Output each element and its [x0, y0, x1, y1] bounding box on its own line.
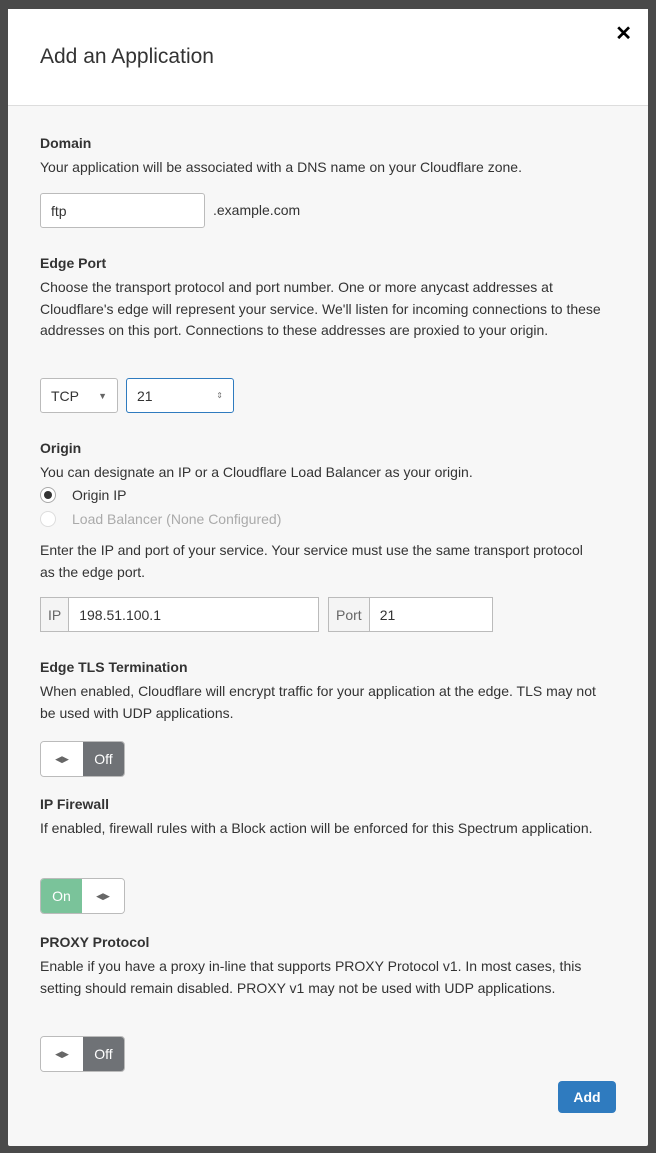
proxy-desc: Enable if you have a proxy in-line that supports PROXY Protocol v1. In most cases, this setting should remain disabled. PROXY v1 may not be used with UDP applications. — [40, 958, 582, 996]
proxy-heading: PROXY Protocol — [40, 934, 150, 950]
add-button[interactable]: Add — [558, 1081, 616, 1113]
firewall-toggle[interactable] — [40, 878, 125, 914]
radio-label: Load Balancer (None Configured) — [72, 511, 282, 527]
origin-port-input[interactable] — [328, 597, 493, 632]
toggle-handle-icon: ◀▶ — [82, 879, 124, 913]
edge-port-value: 21 — [137, 387, 153, 404]
origin-desc: You can designate an IP or a Cloudflare Load Balancer as your origin. — [40, 464, 473, 480]
ip-addon: IP — [41, 598, 69, 631]
domain-heading: Domain — [40, 135, 92, 151]
proxy-toggle[interactable] — [40, 1036, 125, 1072]
port-addon: Port — [329, 598, 370, 631]
toggle-state: On — [41, 879, 82, 913]
close-icon[interactable]: ✕ — [615, 23, 632, 45]
tls-toggle[interactable] — [40, 741, 125, 777]
firewall-desc: If enabled, firewall rules with a Block action will be enforced for this Spectrum application. — [40, 820, 593, 836]
tls-heading: Edge TLS Termination — [40, 659, 188, 675]
toggle-state: Off — [83, 742, 124, 776]
radio-unchecked-icon — [40, 511, 56, 527]
ip-value: 198.51.100.1 — [79, 606, 161, 623]
tls-desc: When enabled, Cloudflare will encrypt traffic for your application at the edge. TLS may not be used with UDP applications. — [40, 683, 596, 721]
origin-heading: Origin — [40, 440, 82, 456]
firewall-heading: IP Firewall — [40, 796, 109, 812]
add-application-modal — [8, 9, 648, 1146]
radio-origin-ip[interactable] — [40, 487, 126, 503]
domain-suffix: .example.com — [213, 202, 301, 218]
radio-load-balancer — [40, 511, 281, 527]
origin-desc2: Enter the IP and port of your service. Your service must use the same transport protocol as the edge port. — [40, 542, 583, 580]
edge-port-heading: Edge Port — [40, 255, 107, 271]
modal-title: Add an Application — [40, 45, 214, 68]
origin-ip-input[interactable] — [40, 597, 319, 632]
protocol-value: TCP — [51, 387, 79, 404]
toggle-handle-icon: ◀▶ — [41, 1037, 83, 1071]
toggle-state: Off — [83, 1037, 124, 1071]
protocol-select[interactable] — [40, 378, 118, 413]
port-value: 21 — [379, 606, 396, 623]
toggle-handle-icon: ◀▶ — [41, 742, 83, 776]
stepper-icon[interactable]: ⇕ — [216, 391, 223, 400]
domain-input[interactable]: ftp — [40, 193, 205, 228]
domain-desc: Your application will be associated with a DNS name on your Cloudflare zone. — [40, 159, 522, 175]
radio-label: Origin IP — [72, 487, 127, 503]
edge-port-input[interactable] — [126, 378, 234, 413]
radio-checked-icon — [40, 487, 56, 503]
modal-header — [8, 9, 648, 106]
chevron-down-icon: ▼ — [98, 390, 107, 401]
edge-port-desc: Choose the transport protocol and port number. One or more anycast addresses at Cloudflare's edge will represent your service. We'll listen for incoming connections to these addresses on this port. Connections to these addresses are proxied to your origin. — [40, 279, 601, 338]
